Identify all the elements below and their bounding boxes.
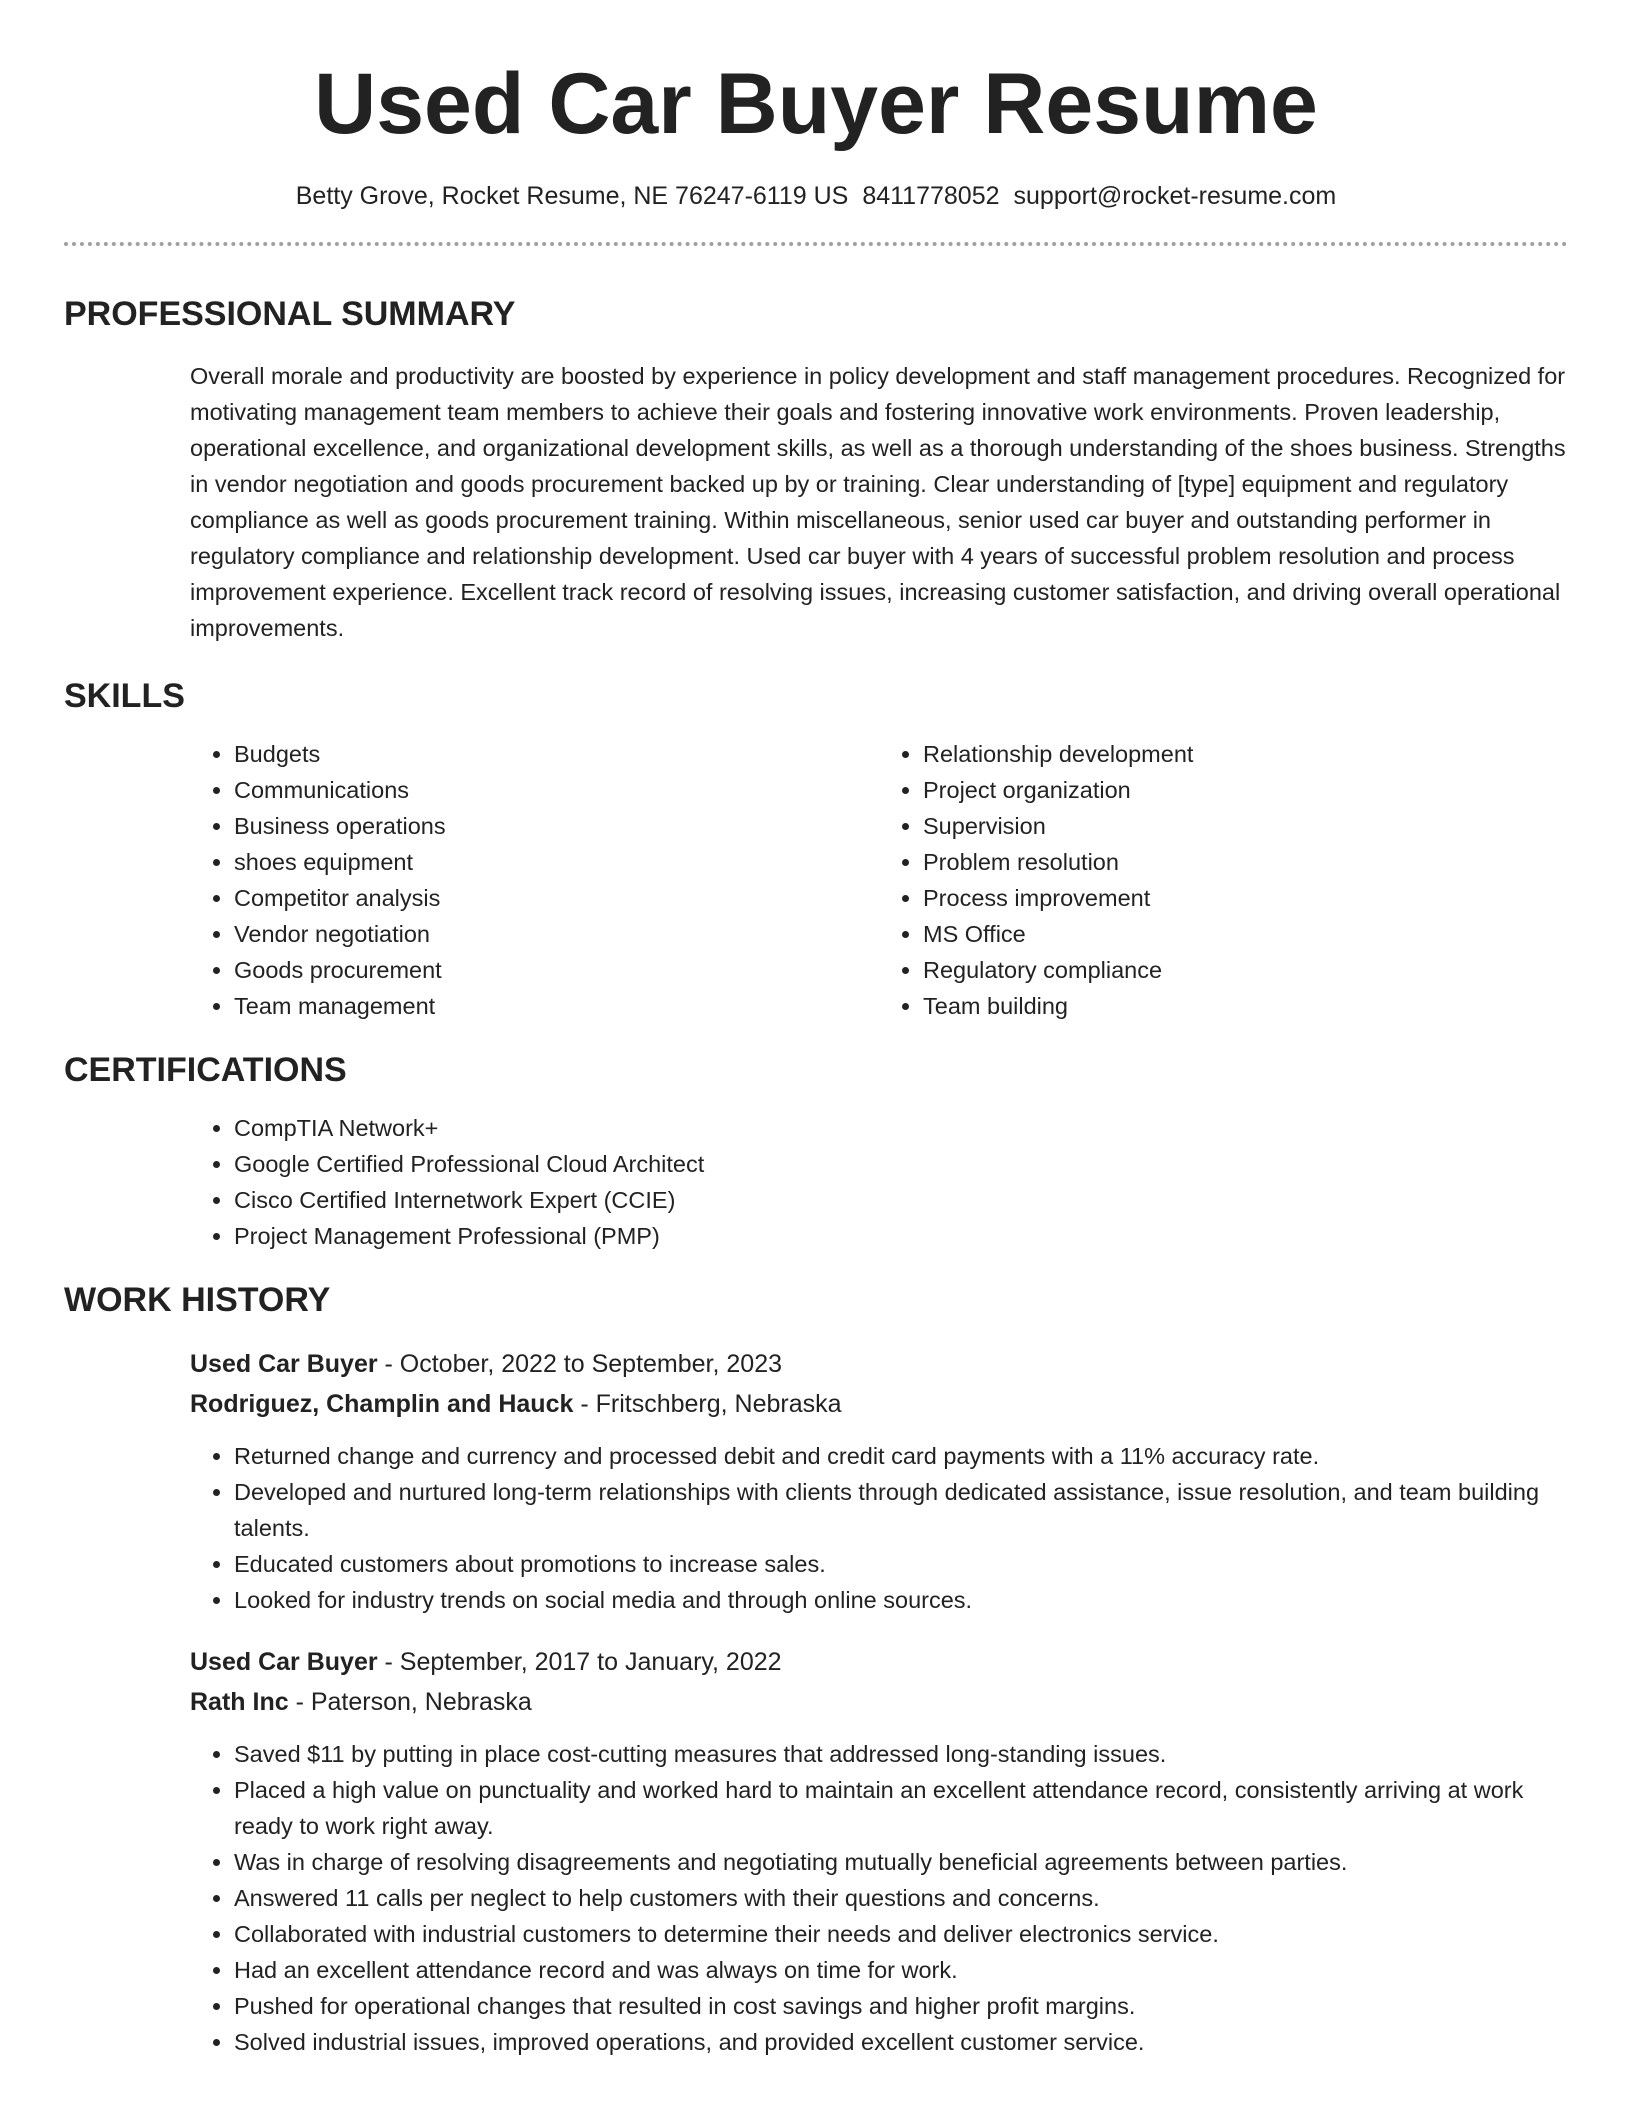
certifications-heading: CERTIFICATIONS [64, 1051, 347, 1089]
job-dates: - October, 2022 to September, 2023 [377, 1350, 783, 1378]
skill-item: • Project organization [923, 772, 1568, 808]
skill-item: • Goods procurement [234, 952, 879, 988]
job-duty: • Collaborated with industrial customers to determine their needs and deliver electronics service. [234, 1916, 1568, 1952]
work-history-section [64, 1280, 1568, 2060]
job-duty: • Returned change and currency and processed debit and credit card payments with a 11% accuracy rate. [234, 1438, 1568, 1474]
skills-section [64, 676, 1568, 1024]
job-duty: • Was in charge of resolving disagreements and negotiating mutually beneficial agreements between parties. [234, 1844, 1568, 1880]
header-divider [64, 242, 1568, 246]
skill-item: • Vendor negotiation [234, 916, 879, 952]
job-duty: • Answered 11 calls per neglect to help customers with their questions and concerns. [234, 1880, 1568, 1916]
job-company: Rath Inc [190, 1688, 289, 1716]
certification-item: • CompTIA Network+ [234, 1110, 1568, 1146]
job-duty: • Pushed for operational changes that resulted in cost savings and higher profit margins. [234, 1988, 1568, 2024]
skill-item: • Competitor analysis [234, 880, 879, 916]
job-title: Used Car Buyer [190, 1350, 378, 1378]
skill-item: • Regulatory compliance [923, 952, 1568, 988]
skills-list-left [190, 736, 879, 1024]
skill-item: • Problem resolution [923, 844, 1568, 880]
job-entry [190, 1642, 1568, 2060]
contact-address: Betty Grove, Rocket Resume, NE 76247-6119 US [295, 182, 849, 210]
job-duty: • Educated customers about promotions to increase sales. [234, 1546, 1568, 1582]
skill-item: • Team management [234, 988, 879, 1024]
certifications-section [64, 1050, 1568, 1254]
job-duties-list [190, 1438, 1568, 1618]
certifications-list [190, 1110, 1568, 1254]
skill-item: • MS Office [923, 916, 1568, 952]
skill-item: • Business operations [234, 808, 879, 844]
work-history-heading: WORK HISTORY [64, 1281, 331, 1319]
job-duty: • Solved industrial issues, improved operations, and provided excellent customer service. [234, 2024, 1568, 2060]
skill-item: • Process improvement [923, 880, 1568, 916]
contact-phone: 8411778052 [862, 182, 1000, 210]
job-duty: • Developed and nurtured long-term relationships with clients through dedicated assistance, issue resolution, and team building talents. [234, 1474, 1568, 1546]
contact-email: support@rocket-resume.com [1013, 182, 1337, 210]
job-title-line [190, 1344, 1568, 1384]
skill-item: • Relationship development [923, 736, 1568, 772]
certification-item: • Cisco Certified Internetwork Expert (CCIE) [234, 1182, 1568, 1218]
resume-title: Used Car Buyer Resume [314, 56, 1318, 152]
job-duty: • Looked for industry trends on social media and through online sources. [234, 1582, 1568, 1618]
summary-text: Overall morale and productivity are boosted by experience in policy development and staff management procedures. Recognized for motivating management team members to achieve their goals and fostering innovative work environments. Proven leadership, operational excellence, and organizational development skills, as well as a thorough understanding of the shoes business. Strengths in vendor negotiation and goods procurement backed up by or training. Clear understanding of [type] equipment and regulatory compliance as well as goods procurement training. Within miscellaneous, senior used car buyer and outstanding performer in regulatory compliance and relationship development. Used car buyer with 4 years of successful problem resolution and process improvement experience. Excellent track record of resolving issues, increasing customer satisfaction, and driving overall operational improvements. [190, 363, 1566, 641]
skill-item: • Budgets [234, 736, 879, 772]
skill-item: • Supervision [923, 808, 1568, 844]
job-company-line [190, 1384, 1568, 1424]
skills-list-right [879, 736, 1568, 1024]
job-title-line [190, 1642, 1568, 1682]
job-duty: • Had an excellent attendance record and was always on time for work. [234, 1952, 1568, 1988]
contact-line [64, 180, 1568, 212]
skill-item: • Communications [234, 772, 879, 808]
job-duty: • Placed a high value on punctuality and worked hard to maintain an excellent attendance record, consistently arriving at work ready to work right away. [234, 1772, 1568, 1844]
job-dates: - September, 2017 to January, 2022 [377, 1648, 782, 1676]
summary-heading: PROFESSIONAL SUMMARY [64, 295, 516, 333]
job-company-line [190, 1682, 1568, 1722]
certification-item: • Google Certified Professional Cloud Architect [234, 1146, 1568, 1182]
skills-heading: SKILLS [64, 677, 185, 715]
skill-item: • shoes equipment [234, 844, 879, 880]
job-company: Rodriguez, Champlin and Hauck [190, 1390, 574, 1418]
job-duty: • Saved $11 by putting in place cost-cutting measures that addressed long-standing issues. [234, 1736, 1568, 1772]
job-title: Used Car Buyer [190, 1648, 378, 1676]
job-location: - Paterson, Nebraska [288, 1688, 532, 1716]
skills-columns [190, 736, 1568, 1024]
job-duties-list [190, 1736, 1568, 2060]
certification-item: • Project Management Professional (PMP) [234, 1218, 1568, 1254]
summary-section [64, 294, 1568, 646]
job-entry [190, 1344, 1568, 1618]
skill-item: • Team building [923, 988, 1568, 1024]
job-location: - Fritschberg, Nebraska [573, 1390, 842, 1418]
